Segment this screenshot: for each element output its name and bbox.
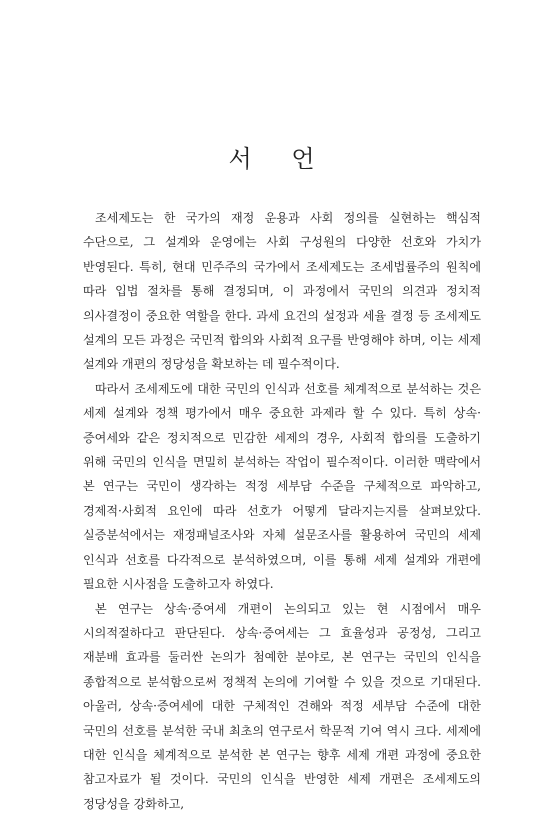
page-title: 서 언 (0, 139, 543, 174)
paragraph-3: 본 연구는 상속·증여세 개편이 논의되고 있는 현 시점에서 매우 시의적절하다고 판단된다. 상속·증여세는 그 효율성과 공정성, 그리고 재분배 효과를 둘러싼 논의가 첨예한 분야로, 본 연구는 국민의 인식을 종합적으로 분석함으로써 정책적 논의에 기여할 수 있을 것으로 기대된다. 아울러, 상속·증여세에 대한 구체적인 견해와 적정 세부담 수준에 대한 국민의 선호를 분석한 국내 최초의 연구로서 학문적 기여 역시 크다. 세제에 대한 인식을 체계적으로 분석한 본 연구는 향후 세제 개편 과정에 중요한 참고자료가 될 것이다. 국민의 인식을 반영한 세제 개편은 조세제도의 정당성을 강화하고, (83, 597, 481, 816)
paragraph-2: 따라서 조세제도에 대한 국민의 인식과 선호를 체계적으로 분석하는 것은 세제 설계와 정책 평가에서 매우 중요한 과제라 할 수 있다. 특히 상속·증여세와 같은 정치적으로 민감한 세제의 경우, 사회적 합의를 도출하기 위해 국민의 인식을 면밀히 분석하는 작업이 필수적이다. 이러한 맥락에서 본 연구는 국민이 생각하는 적정 세부담 수준을 구체적으로 파악하고, 경제적·사회적 요인에 따라 선호가 어떻게 달라지는지를 살펴보았다. 실증분석에서는 재정패널조사와 자체 설문조사를 활용하여 국민의 세제 인식과 선호를 다각적으로 분석하였으며, 이를 통해 세제 설계와 개편에 필요한 시사점을 도출하고자 하였다. (83, 377, 481, 597)
paragraph-1: 조세제도는 한 국가의 재정 운용과 사회 정의를 실현하는 핵심적 수단으로, 그 설계와 운영에는 사회 구성원의 다양한 선호와 가치가 반영된다. 특히, 현대 민주주의 국가에서 조세제도는 조세법률주의 원칙에 따라 입법 절차를 통해 결정되며, 이 과정에서 국민의 의견과 정치적 의사결정이 중요한 역할을 한다. 과세 요건의 설정과 세율 결정 등 조세제도 설계의 모든 과정은 국민적 합의와 사회적 요구를 반영해야 하며, 이는 세제 설계와 개편의 정당성을 확보하는 데 필수적이다. (83, 206, 481, 377)
body-text (83, 206, 481, 816)
